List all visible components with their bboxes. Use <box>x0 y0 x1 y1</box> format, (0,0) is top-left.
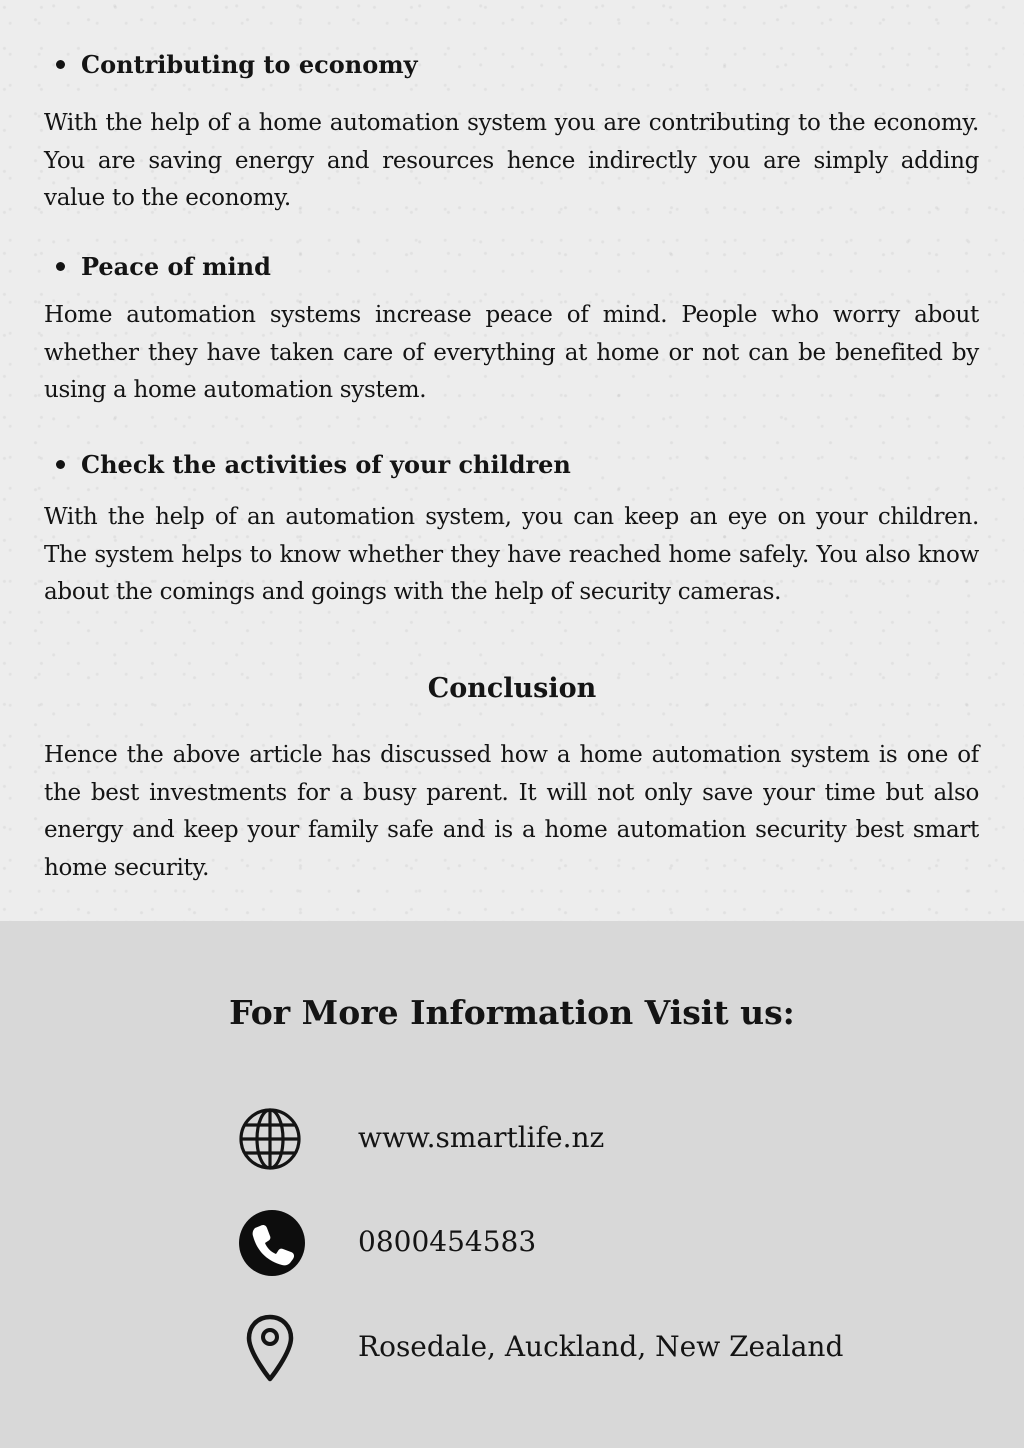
contact-website[interactable] <box>236 1104 936 1174</box>
footer-title: For More Information Visit us: <box>229 993 795 1032</box>
contact-address[interactable] <box>236 1313 936 1383</box>
conclusion-title: Conclusion <box>427 673 597 704</box>
heading-peace-of-mind: Peace of mind <box>48 252 271 282</box>
paragraph-peace-of-mind: Home automation systems increase peace of mind. People who worry about whether they have taken care of everything at home or not can be benefited by using a home automation system. <box>44 302 979 403</box>
contact-footer <box>0 921 1024 1448</box>
heading-check-activities-children: Check the activities of your children <box>48 450 571 480</box>
heading-contributing-to-economy: Contributing to economy <box>48 50 418 80</box>
website-link[interactable]: www.smartlife.nz <box>358 1121 605 1154</box>
globe-icon <box>236 1104 306 1174</box>
bullet-icon <box>56 60 65 69</box>
paragraph-check-activities-children: With the help of an automation system, you can keep an eye on your children. The system helps to know whether they have reached home safely. You also know about the comings and goings with the help of security cameras. <box>44 504 979 605</box>
address-text: Rosedale, Auckland, New Zealand <box>358 1330 844 1363</box>
conclusion-paragraph: Hence the above article has discussed how a home automation system is one of the best investments for a busy parent. It will not only save your time but also energy and keep your family safe and is a home automation security best smart home security. <box>44 742 979 881</box>
bullet-icon <box>56 460 65 469</box>
paragraph-contributing-to-economy: With the help of a home automation system you are contributing to the economy. You are saving energy and resources hence indirectly you are simply adding value to the economy. <box>44 110 979 211</box>
phone-number[interactable]: 0800454583 <box>358 1225 537 1258</box>
contact-phone[interactable] <box>236 1208 936 1278</box>
map-pin-icon <box>236 1313 306 1383</box>
bullet-icon <box>56 262 65 271</box>
phone-icon <box>236 1208 306 1278</box>
